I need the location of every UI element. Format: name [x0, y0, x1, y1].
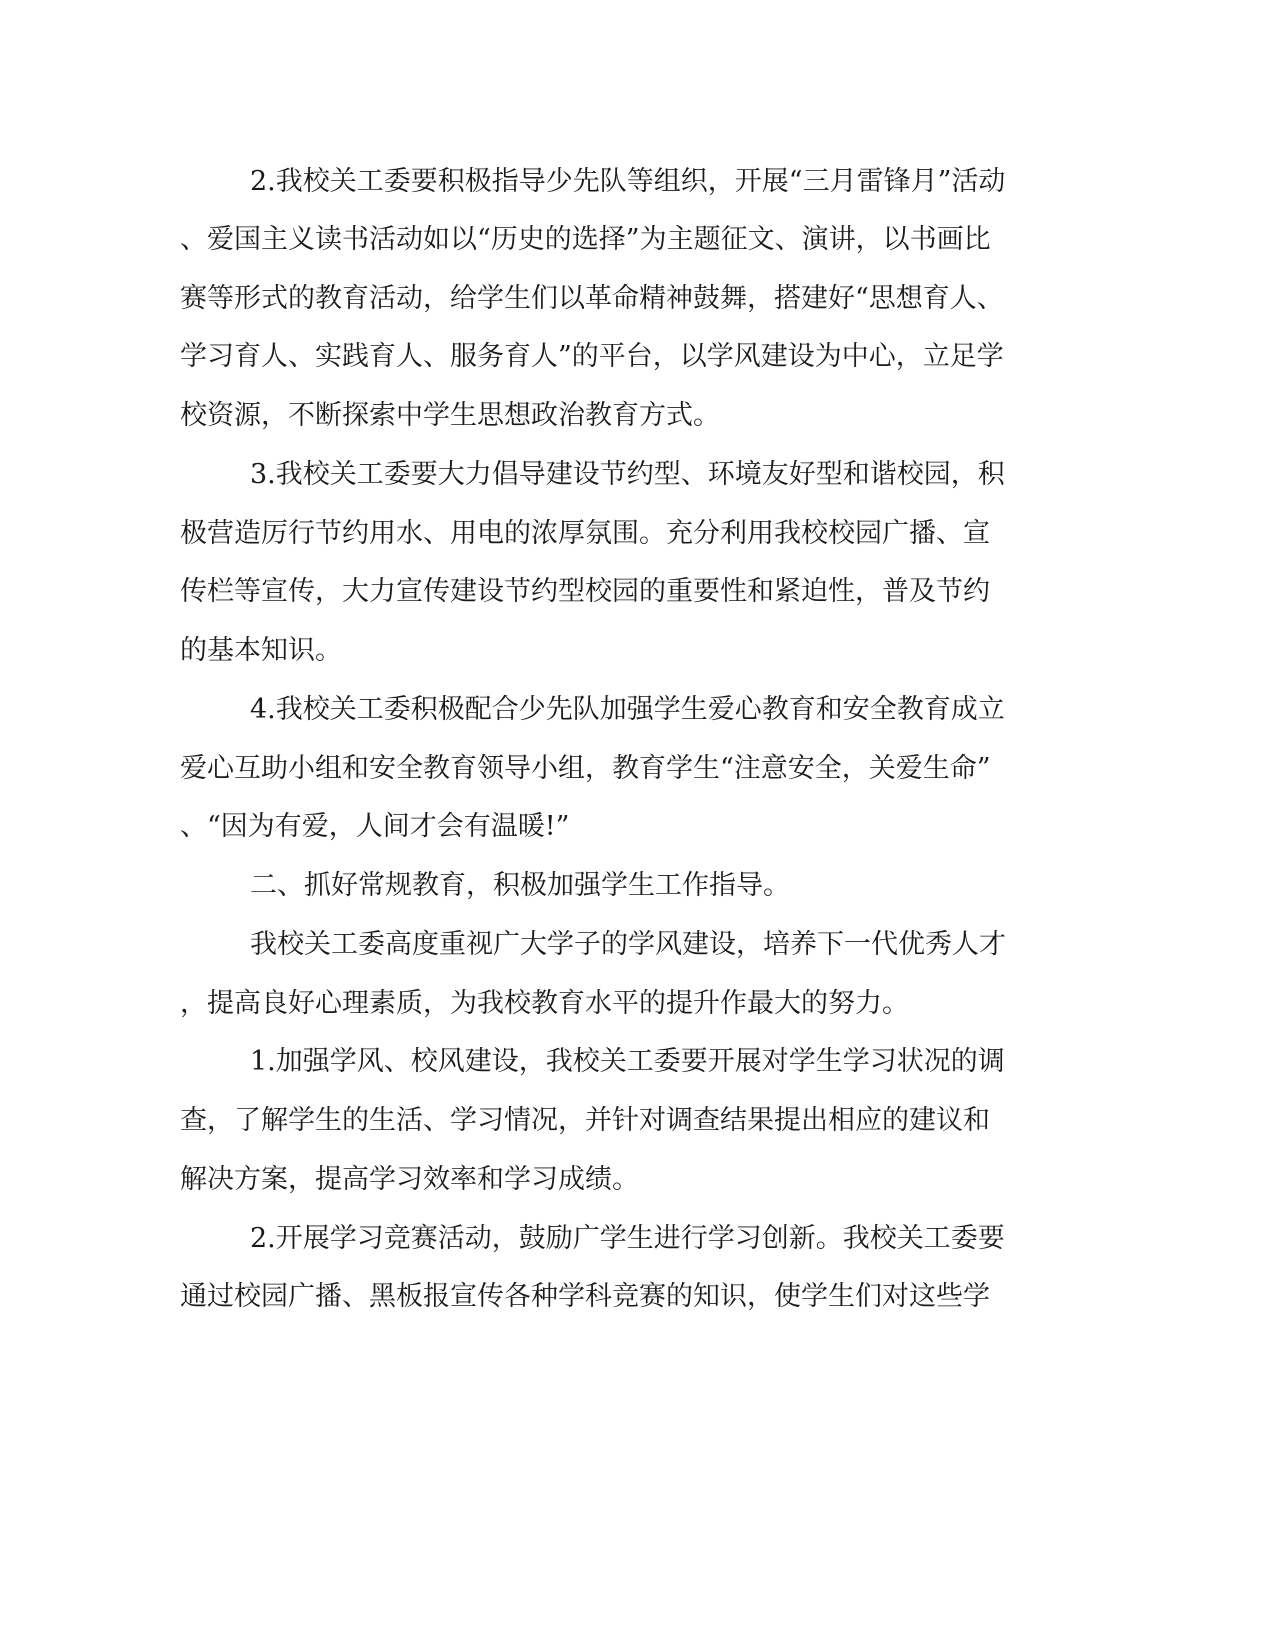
- line-text: 我校关工委高度重视广大学子的学风建设，培养下一代优秀人才: [250, 929, 1006, 960]
- line-text: 2.开展学习竞赛活动，鼓励广学生进行学习创新。我校关工委要: [250, 1223, 1005, 1254]
- line-text: 的基本知识。: [180, 635, 342, 666]
- line-text: 1.加强学风、校风建设，我校关工委要开展对学生学习状况的调: [250, 1046, 1005, 1077]
- line-text: 、爱国主义读书活动如以“历史的选择”为主题征文、演讲，以书画比: [180, 224, 991, 255]
- line-text: 、“因为有爱，人间才会有温暖!”: [180, 811, 570, 842]
- text-line: [0, 455, 1275, 495]
- text-line: [0, 514, 1275, 554]
- line-text: 极营造厉行节约用水、用电的浓厚氛围。充分利用我校校园广播、宣: [180, 518, 990, 549]
- text-line: [0, 1277, 1275, 1317]
- line-text: 2.我校关工委要积极指导少先队等组织，开展“三月雷锋月”活动: [250, 166, 1006, 197]
- text-line: [0, 220, 1275, 260]
- line-text: 查，了解学生的生活、学习情况，并针对调查结果提出相应的建议和: [180, 1105, 990, 1136]
- text-line: [0, 690, 1275, 730]
- text-line: [0, 396, 1275, 436]
- line-text: 二、抓好常规教育，积极加强学生工作指导。: [250, 870, 790, 901]
- line-text: ，提高良好心理素质，为我校教育水平的提升作最大的努力。: [180, 988, 909, 1019]
- line-text: 学习育人、实践育人、服务育人”的平台，以学风建设为中心，立足学: [180, 341, 1004, 372]
- line-text: 校资源，不断探索中学生思想政治教育方式。: [180, 400, 720, 431]
- text-line: [0, 279, 1275, 319]
- text-line: [0, 1101, 1275, 1141]
- line-text: 通过校园广播、黑板报宣传各种学科竞赛的知识，使学生们对这些学: [180, 1281, 990, 1312]
- line-text: 爱心互助小组和安全教育领导小组，教育学生“注意安全，关爱生命”: [180, 753, 991, 784]
- text-line: [0, 1042, 1275, 1082]
- text-line: [0, 162, 1275, 202]
- line-text: 3.我校关工委要大力倡导建设节约型、环境友好型和谐校园，积: [250, 459, 1005, 490]
- text-line: [0, 631, 1275, 671]
- line-text: 解决方案，提高学习效率和学习成绩。: [180, 1164, 639, 1195]
- text-line: [0, 1219, 1275, 1259]
- text-line: [0, 749, 1275, 789]
- text-line: [0, 925, 1275, 965]
- line-text: 4.我校关工委积极配合少先队加强学生爱心教育和安全教育成立: [250, 694, 1005, 725]
- line-text: 传栏等宣传，大力宣传建设节约型校园的重要性和紧迫性，普及节约: [180, 576, 990, 607]
- text-line: [0, 337, 1275, 377]
- text-line: [0, 807, 1275, 847]
- section-heading: [0, 866, 1275, 906]
- line-text: 赛等形式的教育活动，给学生们以革命精神鼓舞，搭建好“思想育人、: [180, 283, 1004, 314]
- text-line: [0, 984, 1275, 1024]
- text-line: [0, 1160, 1275, 1200]
- text-line: [0, 572, 1275, 612]
